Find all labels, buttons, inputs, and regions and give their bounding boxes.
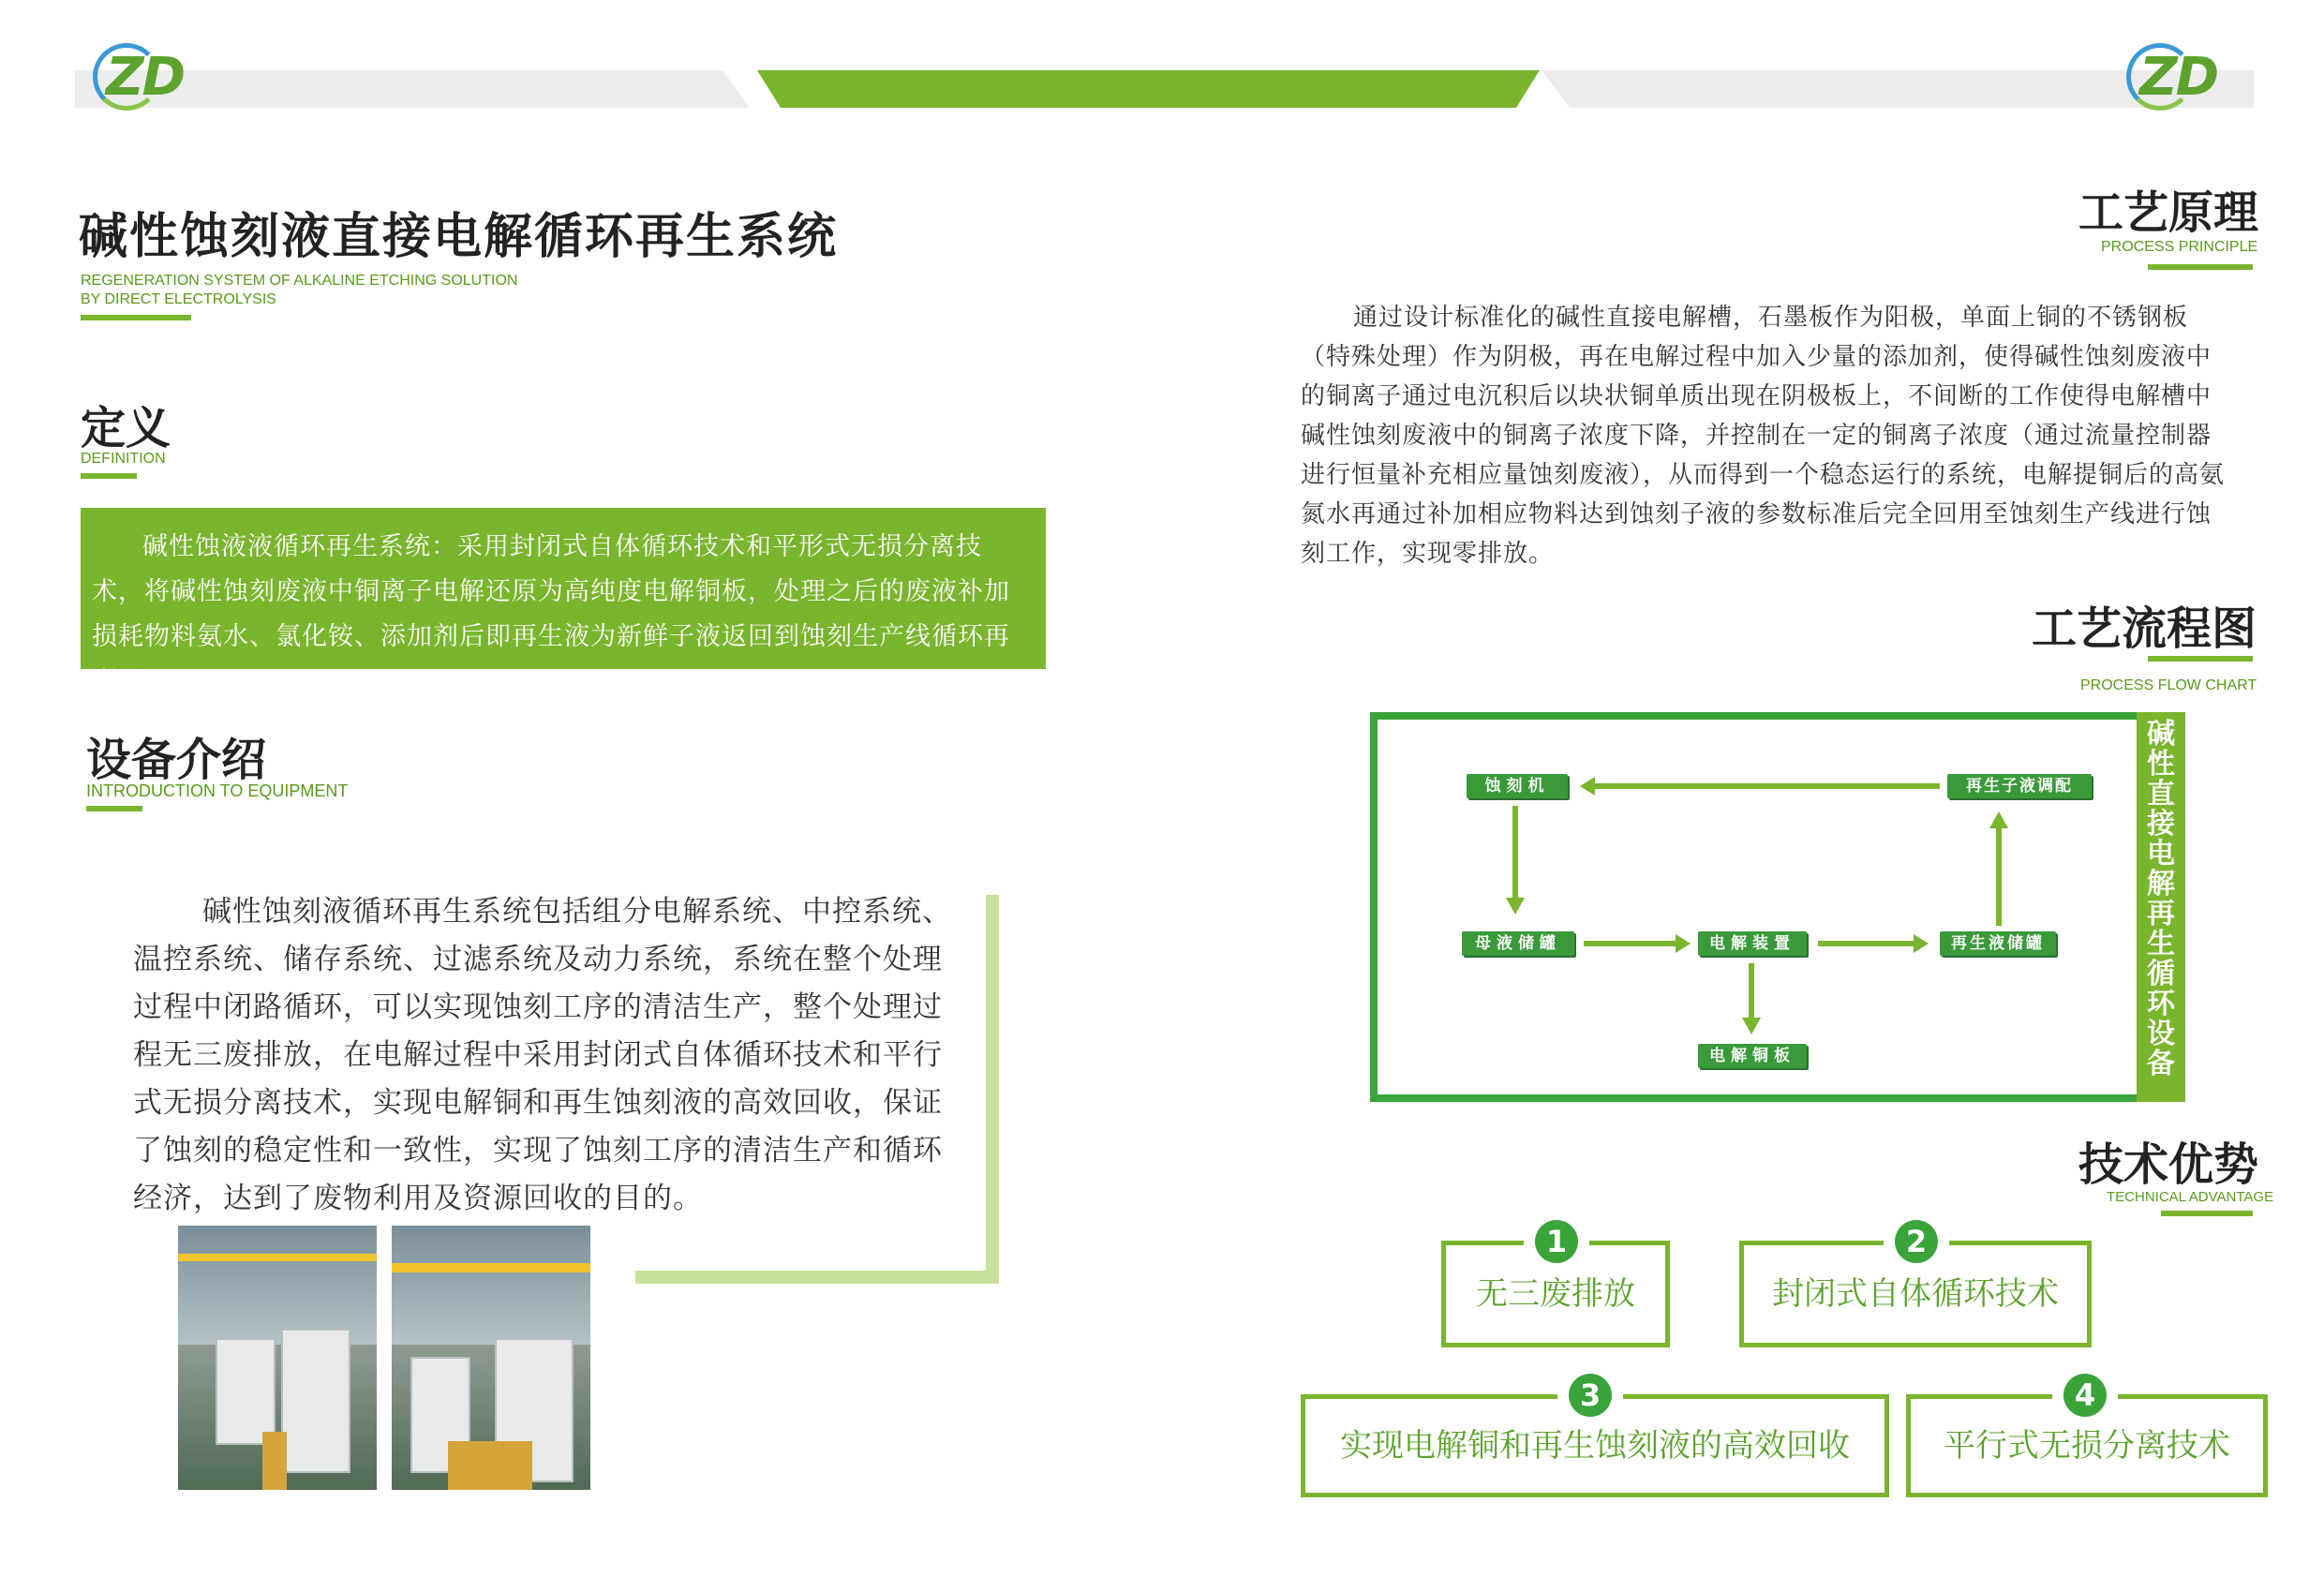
arrow-head-icon (1742, 1018, 1761, 1034)
principle-text: 通过设计标准化的碱性直接电解槽，石墨板作为阳极，单面上铜的不锈钢板（特殊处理）作为阴极，再在电解过程中加入少量的添加剂，使得碱性蚀刻废液中的铜离子通过电沉积后以块状铜单质出现在阴极板上，不间断的工作使得电解槽中碱性蚀刻废液中的铜离子浓度下降，并控制在一定的铜离子浓度（通过流量控制器进行恒量补充相应量蚀刻废液），从而得到一个稳态运行的系统，电解提铜后的高氨氮水再通过补加相应物料达到蚀刻子液的参数标准后完全回用至蚀刻生产线进行蚀刻工作，实现零排放。 (1301, 304, 2226, 568)
flow-node-copper-plate: 电解铜板 (1698, 1044, 1807, 1068)
advantage-heading-en: TECHNICAL ADVANTAGE (2107, 1189, 2274, 1205)
flow-arrow-electrolysis-to-copper (1749, 963, 1754, 1019)
principle-heading: 工艺原理 (2078, 186, 2259, 239)
principle-heading-en: PROCESS PRINCIPLE (2101, 239, 2258, 255)
advantage-label: 无三废排放 (1476, 1275, 1635, 1313)
flow-side-char: 碱 (2147, 718, 2175, 751)
advantage-label: 封闭式自体循环技术 (1772, 1275, 2059, 1313)
advantage-label: 平行式无损分离技术 (1944, 1427, 2230, 1465)
advantage-number-4: 4 (2063, 1374, 2107, 1417)
flow-side-char: 接 (2147, 808, 2175, 841)
logo-text: ZD (2139, 47, 2218, 108)
advantage-number-1: 1 (1535, 1220, 1578, 1263)
equipment-text: 碱性蚀刻液循环再生系统包括组分电解系统、中控系统、温控系统、储存系统、过滤系统及动力系统，系统在整个处理过程中闭路循环，可以实现蚀刻工序的清洁生产，整个处理过程无三废排放，在电解过程中采用封闭式自体循环技术和平行式无损分离技术，实现电解铜和再生蚀刻液的高效回收，保证了蚀刻的稳定性和一致性，实现了蚀刻工序的清洁生产和循环经济，达到了废物利用及资源回收的目的。 (133, 895, 952, 1215)
flow-heading: 工艺流程图 (2032, 603, 2257, 655)
arrow-head-icon (1989, 811, 2008, 828)
flow-arrow-regen-tank-to-mix (1996, 828, 2002, 926)
page-title: 碱性蚀刻液直接电解循环再生系统 (79, 209, 839, 265)
arrow-head-icon (1580, 777, 1595, 796)
page-title-en-line2: BY DIRECT ELECTROLYSIS (81, 291, 276, 307)
flow-node-electrolysis: 电解装置 (1698, 931, 1807, 956)
arrow-head-icon (1676, 934, 1691, 953)
flow-side-char: 生 (2147, 928, 2175, 960)
flow-heading-en: PROCESS FLOW CHART (2080, 677, 2257, 693)
advantage-label: 实现电解铜和再生蚀刻液的高效回收 (1340, 1427, 1850, 1465)
flow-side-char: 解 (2147, 868, 2175, 900)
flow-side-char: 备 (2147, 1048, 2175, 1080)
equipment-photo-2 (392, 1226, 590, 1490)
flow-side-char: 电 (2147, 838, 2175, 870)
flow-node-regen-tank: 再生液储罐 (1940, 931, 2056, 956)
definition-heading-en: DEFINITION (81, 451, 166, 467)
flow-side-char: 直 (2147, 778, 2175, 811)
definition-underline (81, 473, 137, 479)
principle-underline (2148, 264, 2253, 270)
definition-box (81, 508, 1046, 696)
definition-text: 碱性蚀液液循环再生系统：采用封闭式自体循环技术和平形式无损分离技术，将碱性蚀刻废液中铜离子电解还原为高纯度电解铜板，处理之后的废液补加损耗物料氨水、氯化铵、添加剂后即再生液为新鲜子液返回到蚀刻生产线循环再利用。 (92, 532, 1010, 696)
title-underline (81, 315, 191, 320)
flow-side-char: 再 (2147, 898, 2175, 930)
flow-side-char: 设 (2147, 1018, 2175, 1050)
advantage-heading: 技术优势 (2078, 1138, 2259, 1191)
flow-node-mother-tank: 母液储罐 (1462, 931, 1574, 956)
advantage-number-2: 2 (1895, 1220, 1938, 1263)
equipment-photo-1 (178, 1226, 377, 1490)
flow-node-etcher: 蚀刻机 (1467, 774, 1568, 798)
flow-side-label (2137, 712, 2185, 1102)
page-title-en-line1: REGENERATION SYSTEM OF ALKALINE ETCHING SOLUTION (81, 273, 518, 289)
flow-arrow-regen-to-etcher (1593, 783, 1940, 789)
flow-arrow-electrolysis-to-regen-tank (1818, 941, 1915, 946)
decor-horizontal-line (635, 1271, 999, 1284)
logo-text: ZD (106, 47, 185, 108)
arrow-head-icon (1506, 898, 1525, 915)
flow-side-char: 循 (2147, 958, 2175, 990)
arrow-head-icon (1914, 934, 1929, 953)
flow-side-char: 环 (2147, 988, 2175, 1020)
flow-underline (2148, 656, 2253, 662)
header-center-band (757, 70, 1540, 108)
equipment-heading-en: INTRODUCTION TO EQUIPMENT (86, 781, 349, 800)
equipment-heading: 设备介绍 (86, 734, 267, 786)
decor-vertical-line (986, 895, 999, 1284)
flow-node-regen-mix: 再生子液调配 (1947, 774, 2092, 798)
flow-arrow-etcher-to-mother (1512, 806, 1518, 900)
equipment-underline (86, 806, 142, 811)
company-logo-right (2123, 36, 2244, 120)
company-logo-left (89, 36, 211, 120)
flow-arrow-mother-to-electrolysis (1584, 941, 1677, 946)
advantage-underline (2161, 1211, 2253, 1216)
advantage-number-3: 3 (1569, 1374, 1612, 1417)
flow-side-char: 性 (2147, 748, 2175, 781)
definition-heading: 定义 (81, 402, 171, 454)
